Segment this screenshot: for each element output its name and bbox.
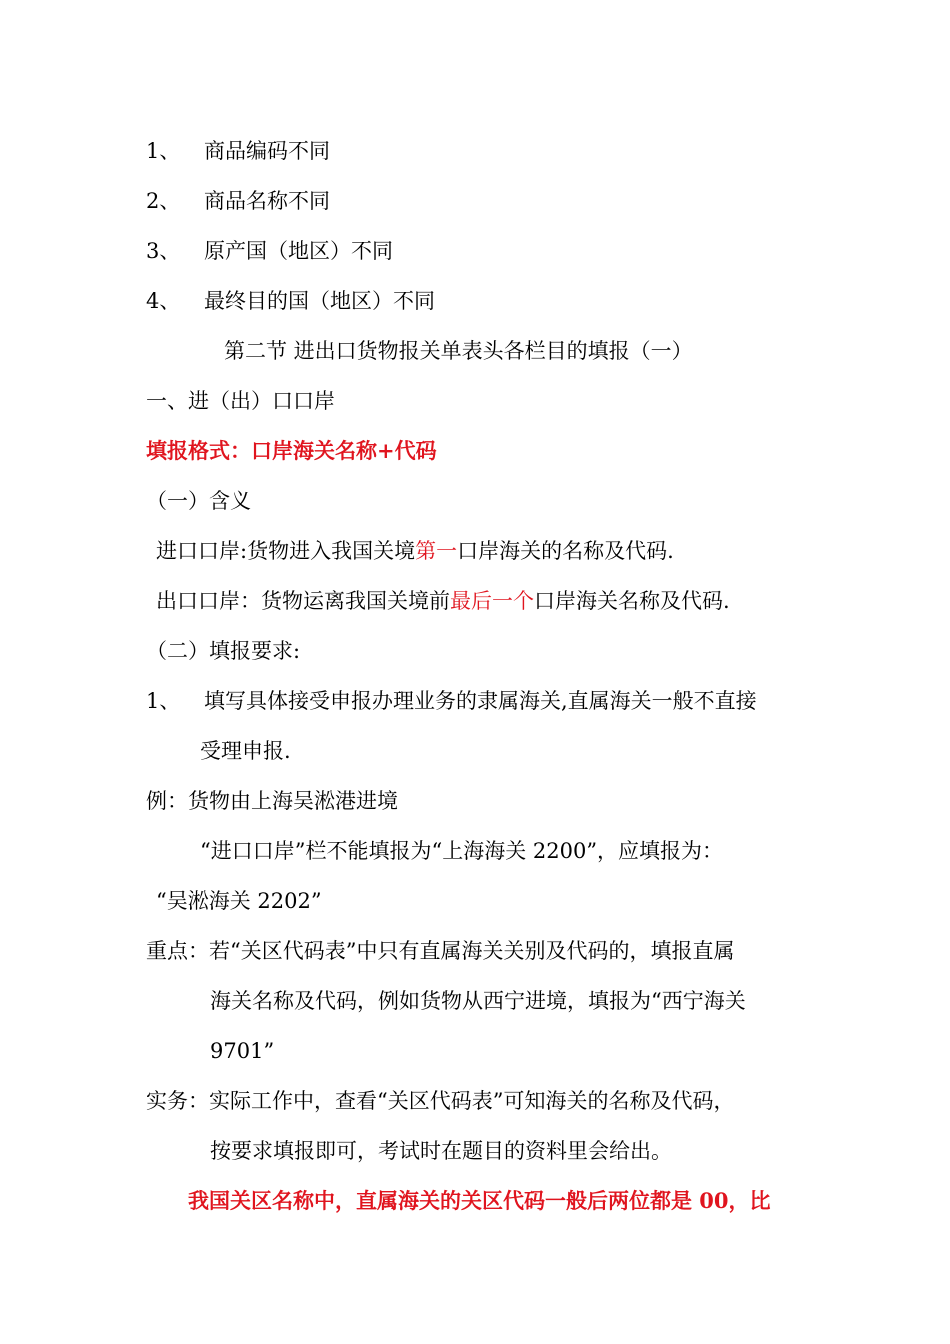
key-point-cont: 海关名称及代码，例如货物从西宁进境，填报为“西宁海关	[210, 989, 746, 1013]
key-point: 重点：若“关区代码表”中只有直属海关关别及代码的，填报直属	[146, 939, 735, 963]
list-item: 4、 最终目的国（地区）不同	[146, 289, 435, 313]
section-title: 第二节 进出口货物报关单表头各栏目的填报（一）	[224, 339, 693, 363]
requirement-item-cont: 受理申报.	[200, 739, 291, 763]
heading-ports: 一、进（出）口口岸	[146, 389, 335, 413]
list-item: 3、 原产国（地区）不同	[146, 239, 393, 263]
format-line: 填报格式：口岸海关名称+代码	[146, 438, 437, 463]
example-label: 例：货物由上海吴淞港进境	[146, 789, 398, 813]
list-item: 2、 商品名称不同	[146, 189, 330, 213]
subheading-requirements: （二）填报要求:	[146, 639, 301, 663]
example-line: “进口口岸”栏不能填报为“上海海关 2200”，应填报为：	[200, 839, 724, 863]
subheading-meaning: （一）含义	[146, 489, 251, 513]
example-line: “吴淞海关 2202”	[156, 889, 322, 913]
requirement-item: 1、 填写具体接受申报办理业务的隶属海关,直属海关一般不直接	[146, 689, 757, 713]
import-port-definition: 进口口岸:货物进入我国关境第一口岸海关的名称及代码.	[156, 539, 674, 563]
list-item: 1、 商品编码不同	[146, 139, 330, 163]
practice-note: 实务：实际工作中，查看“关区代码表”可知海关的名称及代码，	[146, 1089, 735, 1113]
practice-note-cont: 按要求填报即可，考试时在题目的资料里会给出。	[210, 1139, 672, 1163]
export-port-definition: 出口口岸：货物运离我国关境前最后一个口岸海关名称及代码.	[156, 589, 730, 613]
red-note: 我国关区名称中，直属海关的关区代码一般后两位都是 00，比	[188, 1188, 771, 1213]
key-point-cont: 9701”	[210, 1039, 275, 1063]
